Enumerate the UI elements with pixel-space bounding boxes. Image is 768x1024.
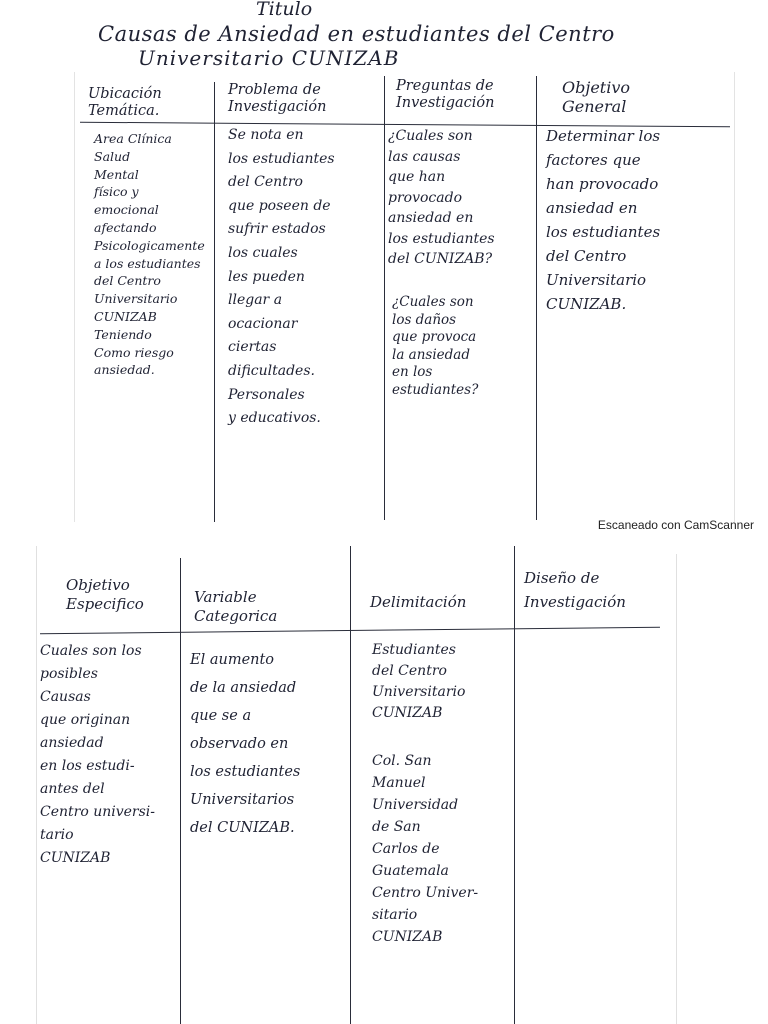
table2-col-delimitacion-a: Estudiantes del Centro Universitario CUNIZAB <box>372 642 466 721</box>
table2-divider-1 <box>180 558 181 1024</box>
table2-divider-3 <box>514 546 515 1024</box>
table2-col-objetivo: Cuales son los posibles Causas que originan ansiedad en los estudi- antes del Centro universi- tario CUNIZAB <box>40 643 156 866</box>
table-2 <box>0 540 768 1024</box>
table2-header-diseno: Diseño de Investigación <box>524 569 626 611</box>
table1-header-objetivo: Objetivo General <box>562 78 631 116</box>
table2-header-delimitacion: Delimitación <box>370 593 467 611</box>
table2-header-variable: Variable Categorica <box>194 588 278 625</box>
table1-header-ubicacion: Ubicación Temática. <box>88 86 162 119</box>
table1-header-problema: Problema de Investigación <box>228 82 327 115</box>
table2-col-variable: El aumento de la ansiedad que se a observado en los estudiantes Universitarios del CUNIZAB. <box>190 652 301 836</box>
table1-divider-right <box>734 72 735 522</box>
table1-col-problema: Se nota en los estudiantes del Centro que poseen de sufrir estados los cuales les pueden llegar a ocacionar ciertas dificultades. Personales y educativos. <box>228 127 335 427</box>
table1-divider-3 <box>536 76 537 520</box>
table1-header-preguntas: Preguntas de Investigación <box>396 78 495 111</box>
table1-divider-1 <box>214 82 215 522</box>
table2-col-delimitacion-b: Col. San Manuel Universidad de San Carlos de Guatemala Centro Univer- sitario CUNIZAB <box>372 753 479 945</box>
title-label: Titulo <box>256 0 313 20</box>
table1-col-preguntas-a: ¿Cuales son las causas que han provocado ansiedad en los estudiantes del CUNIZAB? <box>388 128 495 267</box>
scanner-watermark: Escaneado con CamScanner <box>597 518 754 532</box>
table1-col-preguntas-b: ¿Cuales son los daños que provoca la ansiedad en los estudiantes? <box>392 294 479 398</box>
table2-divider-right <box>676 554 677 1024</box>
title-line-1: Causas de Ansiedad en estudiantes del Centro <box>98 22 615 46</box>
table1-col-objetivo: Determinar los factores que han provocado ansiedad en los estudiantes del Centro Universitario CUNIZAB. <box>546 127 661 313</box>
table1-divider-left <box>74 72 75 522</box>
table2-divider-left <box>36 546 37 1024</box>
table1-col-ubicacion: Area Clínica Salud Mental físico y emocional afectando Psicologicamente a los estudiantes del Centro Universitario CUNIZAB Teniendo Como riesgo ansiedad. <box>94 131 205 378</box>
table1-divider-2 <box>384 76 385 520</box>
table2-divider-2 <box>350 546 351 1024</box>
title-line-2: Universitario CUNIZAB <box>138 46 400 70</box>
table2-header-objetivo-especifico: Objetivo Especifico <box>66 576 144 613</box>
